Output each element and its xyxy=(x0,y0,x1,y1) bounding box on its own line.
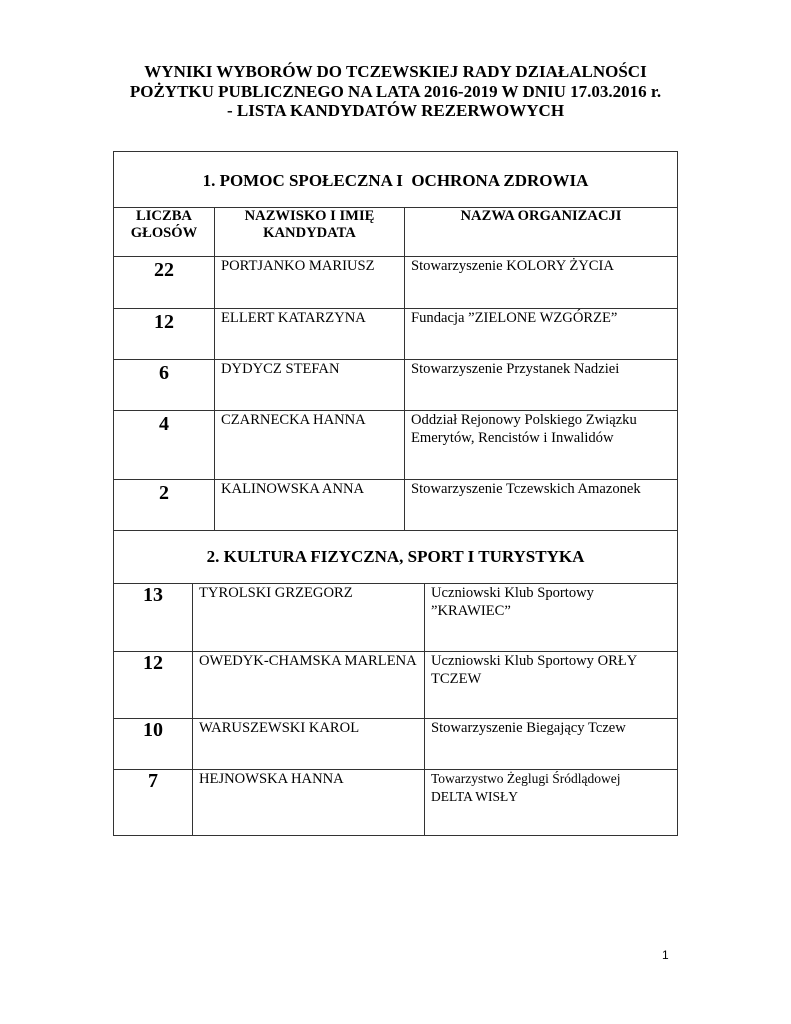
section-title: 1. POMOC SPOŁECZNA I OCHRONA ZDROWIA xyxy=(113,151,678,208)
organization-cell: Stowarzyszenie Biegający Tczew xyxy=(424,718,678,770)
candidate-row xyxy=(113,718,678,770)
document-title xyxy=(0,62,791,121)
candidate-name-cell: WARUSZEWSKI KAROL xyxy=(192,718,425,770)
votes-cell: 13 xyxy=(113,583,193,652)
title-line-3: - LISTA KANDYDATÓW REZERWOWYCH xyxy=(226,101,565,120)
organization-cell: Fundacja ”ZIELONE WZGÓRZE” xyxy=(404,308,678,360)
organization-cell: Uczniowski Klub Sportowy ORŁY TCZEW xyxy=(424,651,678,719)
votes-cell: 4 xyxy=(113,410,215,480)
title-line-1: WYNIKI WYBORÓW DO TCZEWSKIEJ RADY DZIAŁALNOŚCI xyxy=(144,62,647,81)
organization-cell: Towarzystwo Żeglugi Śródlądowej DELTA WISŁY xyxy=(424,769,678,836)
section-header-row xyxy=(113,151,678,208)
column-header-organization: NAZWA ORGANIZACJI xyxy=(404,207,678,257)
candidate-row xyxy=(113,359,678,411)
organization-cell: Stowarzyszenie KOLORY ŻYCIA xyxy=(404,256,678,309)
column-header-row xyxy=(113,207,678,257)
reserve-candidates-table xyxy=(113,151,678,836)
candidate-name-cell: KALINOWSKA ANNA xyxy=(214,479,405,531)
votes-cell: 12 xyxy=(113,308,215,360)
page-number: 1 xyxy=(662,948,669,962)
candidate-row xyxy=(113,583,678,652)
candidate-name-cell: TYROLSKI GRZEGORZ xyxy=(192,583,425,652)
title-line-2: POŻYTKU PUBLICZNEGO NA LATA 2016-2019 W DNIU 17.03.2016 r. xyxy=(129,81,662,101)
votes-cell: 7 xyxy=(113,769,193,836)
candidate-name-cell: DYDYCZ STEFAN xyxy=(214,359,405,411)
candidate-row xyxy=(113,479,678,531)
candidate-name-cell: HEJNOWSKA HANNA xyxy=(192,769,425,836)
votes-cell: 10 xyxy=(113,718,193,770)
votes-cell: 22 xyxy=(113,256,215,309)
candidate-row xyxy=(113,769,678,836)
candidate-name-cell: OWEDYK-CHAMSKA MARLENA xyxy=(192,651,425,719)
section-header-row xyxy=(113,530,678,584)
organization-cell: Oddział Rejonowy Polskiego Związku Emerytów, Rencistów i Inwalidów xyxy=(404,410,678,480)
organization-cell: Uczniowski Klub Sportowy ”KRAWIEC” xyxy=(424,583,678,652)
candidate-row xyxy=(113,256,678,309)
votes-cell: 6 xyxy=(113,359,215,411)
organization-cell: Stowarzyszenie Tczewskich Amazonek xyxy=(404,479,678,531)
column-header-votes: LICZBA GŁOSÓW xyxy=(113,207,215,257)
votes-cell: 2 xyxy=(113,479,215,531)
candidate-row xyxy=(113,410,678,480)
section-title: 2. KULTURA FIZYCZNA, SPORT I TURYSTYKA xyxy=(113,530,678,584)
candidate-row xyxy=(113,651,678,719)
column-header-candidate: NAZWISKO I IMIĘ KANDYDATA xyxy=(214,207,405,257)
candidate-row xyxy=(113,308,678,360)
candidate-name-cell: PORTJANKO MARIUSZ xyxy=(214,256,405,309)
organization-cell: Stowarzyszenie Przystanek Nadziei xyxy=(404,359,678,411)
votes-cell: 12 xyxy=(113,651,193,719)
candidate-name-cell: CZARNECKA HANNA xyxy=(214,410,405,480)
candidate-name-cell: ELLERT KATARZYNA xyxy=(214,308,405,360)
